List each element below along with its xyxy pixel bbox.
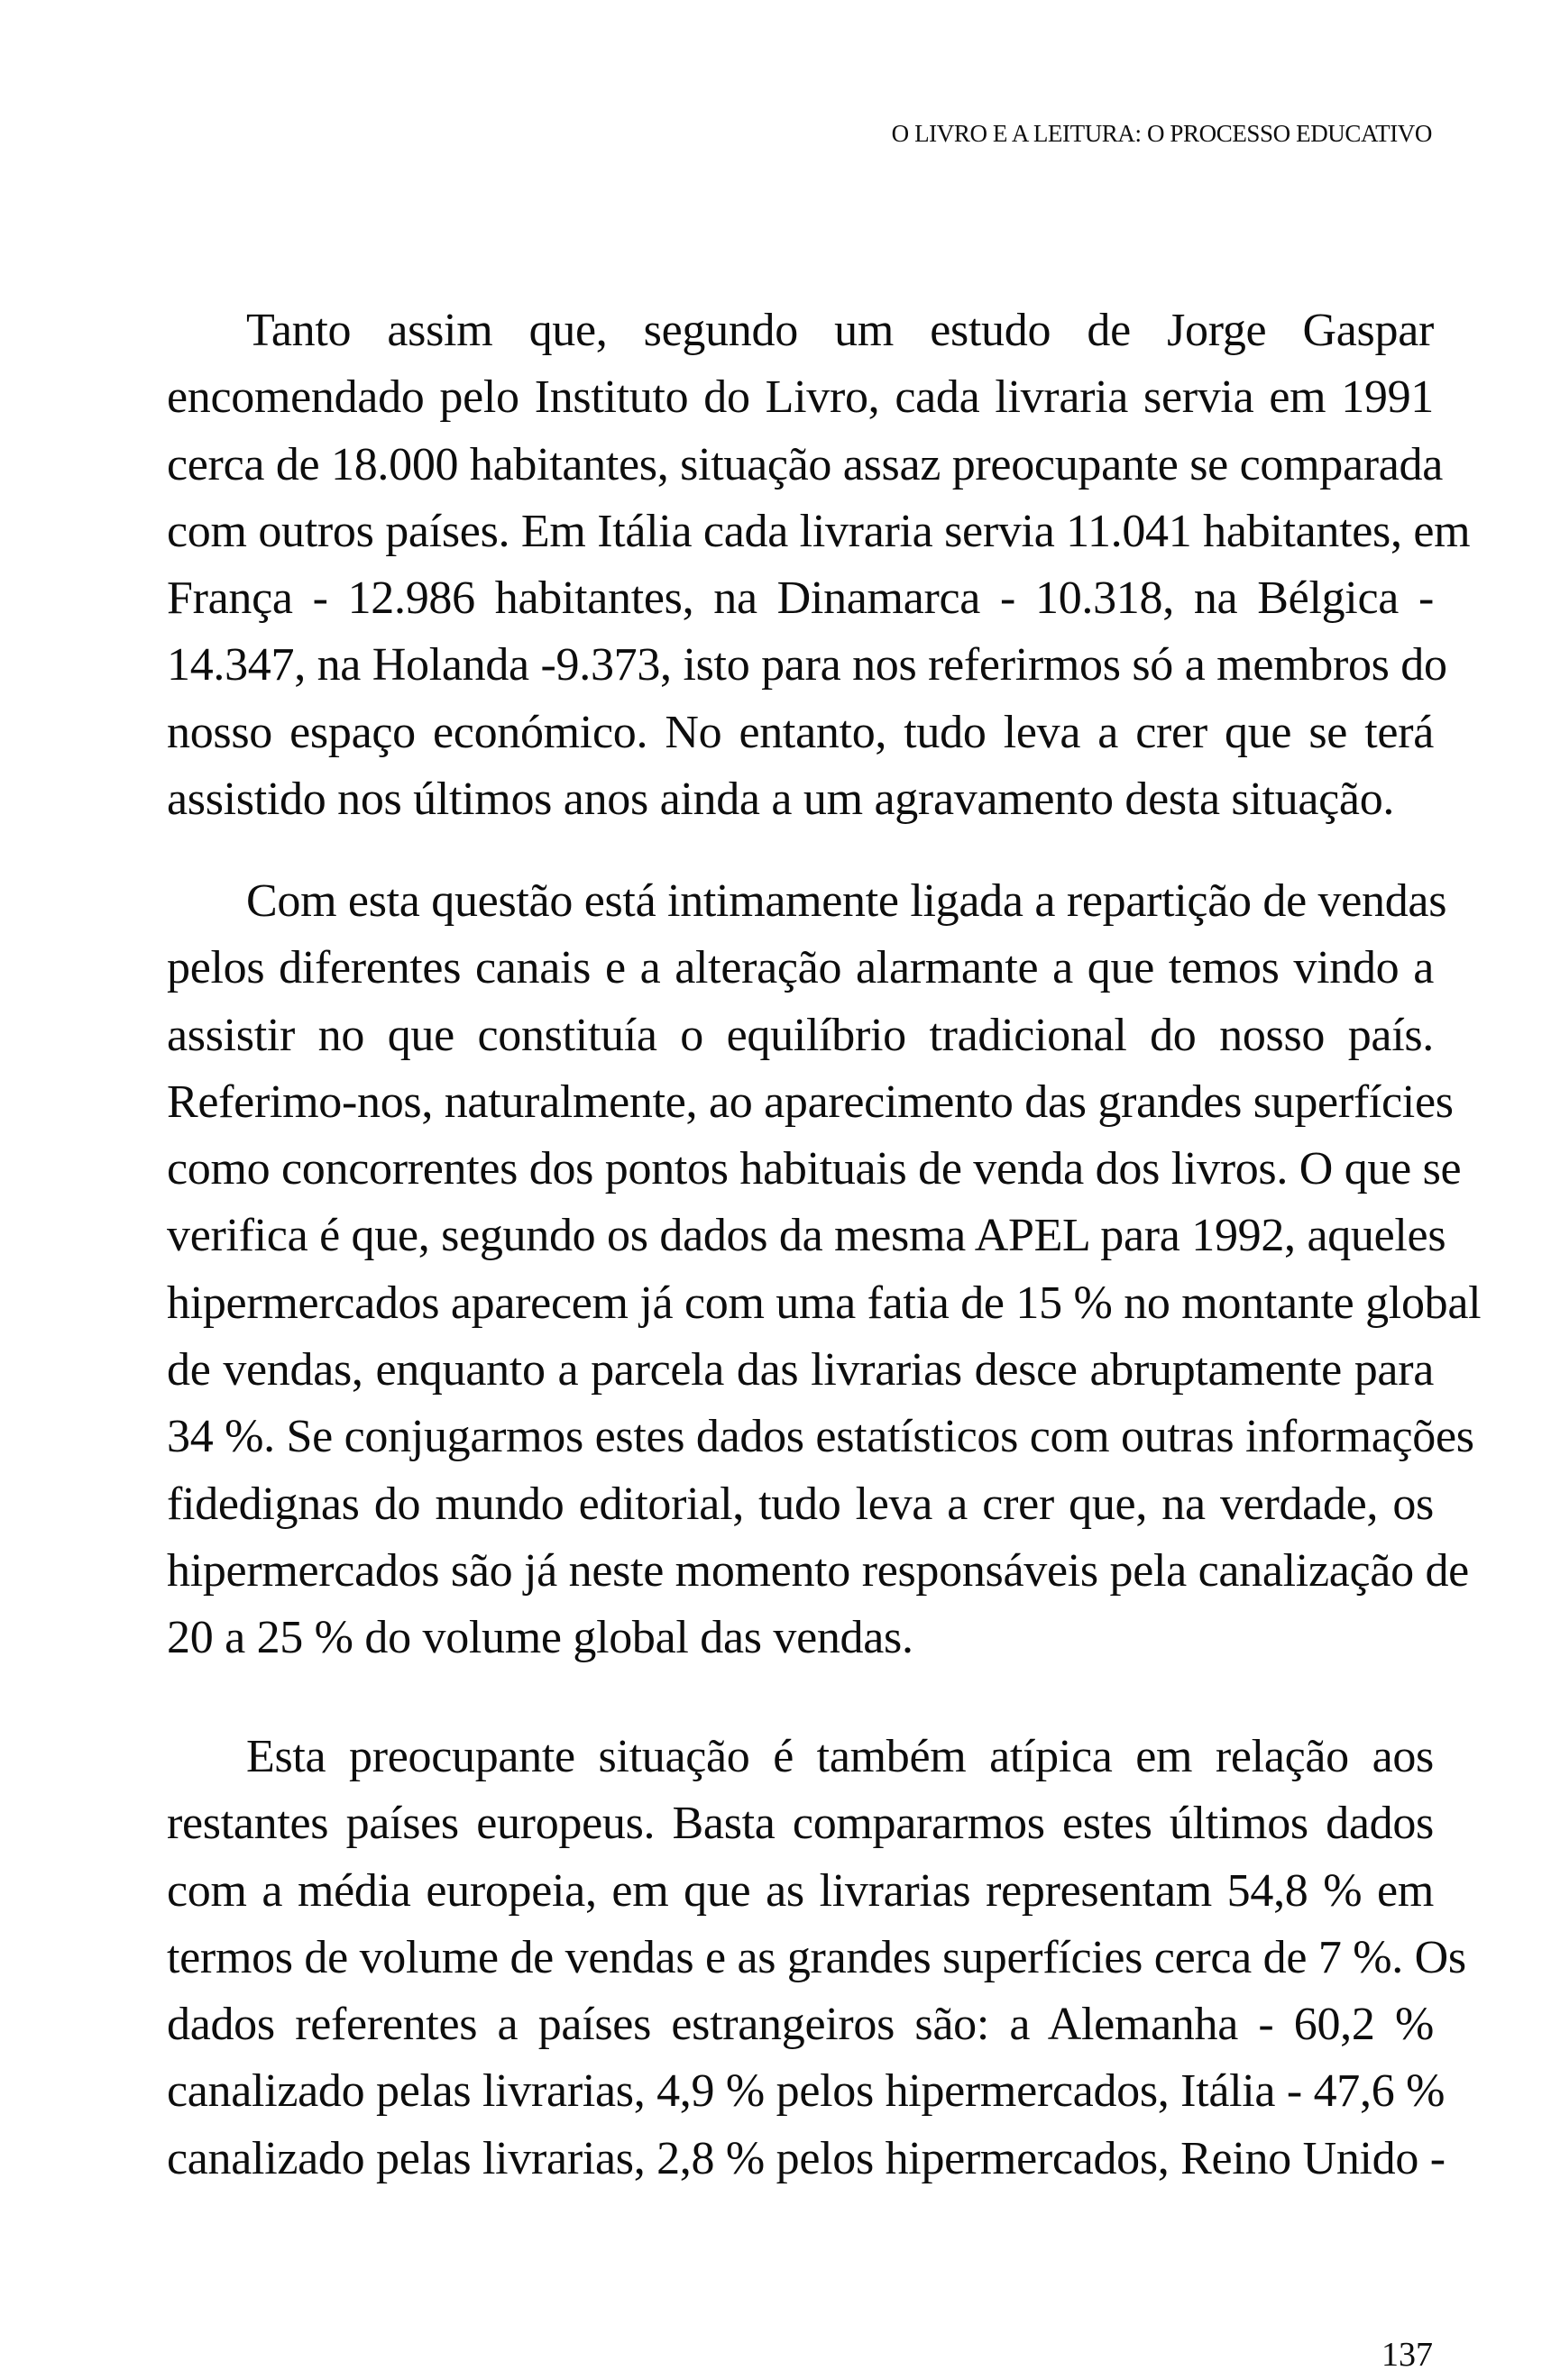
page-number: 137 <box>1381 2336 1433 2374</box>
paragraph-1 <box>167 298 1471 833</box>
text-line: restantes países europeus. Basta compararmos estes últimos dados <box>167 1798 1434 1850</box>
text-line: dados referentes a países estrangeiros são: a Alemanha - 60,2 % <box>167 1999 1434 2051</box>
paragraph-2 <box>167 868 1482 1672</box>
text-line: Referimo-nos, naturalmente, ao aparecimento das grandes superfícies <box>167 1076 1454 1128</box>
text-line: Tanto assim que, segundo um estudo de Jorge Gaspar <box>246 305 1434 356</box>
text-line: 20 a 25 % do volume global das vendas. <box>167 1612 913 1664</box>
text-line: assistido nos últimos anos ainda a um agravamento desta situação. <box>167 774 1395 826</box>
text-line: canalizado pelas livrarias, 2,8 % pelos hipermercados, Reino Unido - <box>167 2132 1446 2184</box>
text-line: com a média europeia, em que as livrarias representam 54,8 % em <box>167 1864 1434 1917</box>
paragraph-3 <box>167 1724 1466 2192</box>
text-line: canalizado pelas livrarias, 4,9 % pelos hipermercados, Itália - 47,6 % <box>167 2065 1446 2118</box>
text-line: assistir no que constituía o equilíbrio tradicional do nosso país. <box>167 1009 1434 1061</box>
text-line: encomendado pelo Instituto do Livro, cada livraria servia em 1991 <box>167 371 1434 424</box>
text-line: verifica é que, segundo os dados da mesma APEL para 1992, aqueles <box>167 1210 1446 1262</box>
text-line: fidedignas do mundo editorial, tudo leva a crer que, na verdade, os <box>167 1478 1434 1530</box>
text-line: nosso espaço económico. No entanto, tudo leva a crer que se terá <box>167 706 1434 758</box>
text-line: termos de volume de vendas e as grandes superfícies cerca de 7 %. Os <box>167 1931 1466 1983</box>
text-line: hipermercados são já neste momento responsáveis pela canalização de <box>167 1544 1469 1597</box>
text-line: de vendas, enquanto a parcela das livrarias desce abruptamente para <box>167 1344 1434 1396</box>
text-line: França - 12.986 habitantes, na Dinamarca - 10.318, na Bélgica - <box>167 572 1434 625</box>
text-line: Com esta questão está intimamente ligada a repartição de vendas <box>246 875 1447 927</box>
text-line: pelos diferentes canais e a alteração alarmante a que temos vindo a <box>167 942 1434 994</box>
text-line: como concorrentes dos pontos habituais de venda dos livros. O que se <box>167 1143 1462 1195</box>
text-line: hipermercados aparecem já com uma fatia de 15 % no montante global <box>167 1277 1482 1329</box>
text-line: 34 %. Se conjugarmos estes dados estatísticos com outras informações <box>167 1411 1474 1463</box>
text-line: Esta preocupante situação é também atípica em relação aos <box>246 1731 1434 1782</box>
text-line: cerca de 18.000 habitantes, situação assaz preocupante se comparada <box>167 438 1444 490</box>
text-line: com outros países. Em Itália cada livraria servia 11.041 habitantes, em <box>167 505 1471 557</box>
running-header: O LIVRO E A LEITURA: O PROCESSO EDUCATIVO <box>891 120 1432 147</box>
text-line: 14.347, na Holanda -9.373, isto para nos referirmos só a membros do <box>167 639 1447 691</box>
